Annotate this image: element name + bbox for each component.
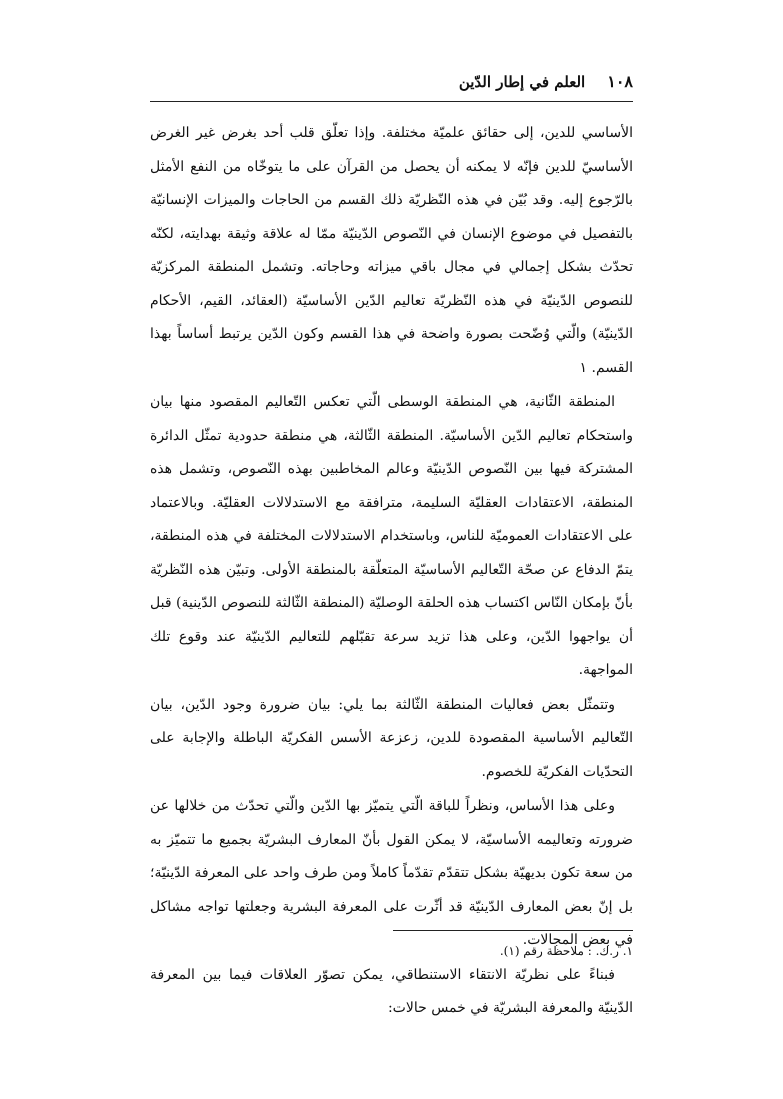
paragraph: فبناءً على نظريّة الانتقاء الاستنطاقي، يمكن تصوّر العلاقات فيما بين المعرفة الدّينيّة والمعرفة البشريّة في خمس حالات: xyxy=(150,966,633,1016)
footnote: ١. ر.ك. : ملاحظة رقم (١). xyxy=(499,944,633,958)
paragraph: الأساسي للدين، إلى حقائق علميّة مختلفة. وإذا تعلّق قلب أحد بغرض غير الغرض الأساسيّ للدين فإنّه لا يمكنه أن يحصل من القرآن على ما يتوخّاه من النفع الأمثل بالرّجوع إليه. وقد بُيّن في هذه النّظريّة ذلك القسم من الحاجات والميزات الإنسانيّة بالتفصيل في موضوع الإنسان في النّصوص الدّينيّة ممّا له علاقة وثيقة بهدايته، لكنّه تحدّث بشكل إجمالي في مجال باقي ميزاته وحاجاته. وتشمل المنطقة المركزيّة للنصوص الدّينيّة في هذه النّظريّة تعاليم الدّين الأساسيّة (العقائد، القيم، الأحكام الدّينيّة) والّتي وُضّحت بصورة واضحة في هذا القسم وكون الدّين يرتبط أساساً بهذا القسم. ١ xyxy=(150,125,633,376)
paragraph: وعلى هذا الأساس، ونظراً للباقة الّتي يتميّز بها الدّين والّتي تحدّث من خلالها عن ضرورته وتعاليمه الأساسيّة، لا يمكن القول بأنّ المعارف البشريّة بجميع ما تتميّز به من سعة تكون بديهيّة بشكل تتقدّم تقدّماً كاملاً ومن طرف واحد على المعرفة الدّينيّة؛ بل إنّ بعض المعارف الدّينيّة قد أثّرت على المعرفة البشرية وجعلتها تواجه مشاكل في بعض المجالات. xyxy=(150,798,633,948)
page-number: ١٠٨ xyxy=(607,72,633,91)
footnote-divider xyxy=(393,930,633,931)
body-text xyxy=(150,117,633,1027)
paragraph: المنطقة الثّانية، هي المنطقة الوسطى الّتي تعكس التّعاليم المقصود منها بيان واستحكام تعاليم الدّين الأساسيّة. المنطقة الثّالثة، هي منطقة حدودية تمثّل الدائرة المشتركة فيها بين النّصوص الدّينيّة وعالم المخاطبين بهذه النّصوص، وتشمل هذه المنطقة، الاعتقادات العقليّة السليمة، مترافقة مع الاستدلالات العقليّة. وبالاعتماد على الاعتقادات العموميّة للناس، وباستخدام الاستدلالات المختلفة في هذه المنطقة، يتمّ الدفاع عن صحّة التّعاليم الأساسيّة المتعلّقة بالمنطقة الأولى. وتبيّن هذه النّظريّة بأنّ بإمكان النّاس اكتساب هذه الحلقة الوصليّة (المنطقة الثّالثة للنصوص الدّينية) قبل أن يواجهوا الدّين، وعلى هذا تزيد سرعة تقبّلهم للتعاليم الدّينيّة عند وقوع تلك المواجهة. xyxy=(150,394,633,678)
paragraph: وتتمثّل بعض فعاليات المنطقة الثّالثة بما يلي: بيان ضرورة وجود الدّين، بيان التّعاليم الأساسية المقصودة للدين، زعزعة الأسس الفكريّة الباطلة والإجابة على التحدّيات الفكريّة للخصوم. xyxy=(150,696,633,780)
running-title: العلم في إطار الدّين xyxy=(458,73,586,91)
running-header xyxy=(459,72,633,91)
header-divider xyxy=(150,101,633,102)
